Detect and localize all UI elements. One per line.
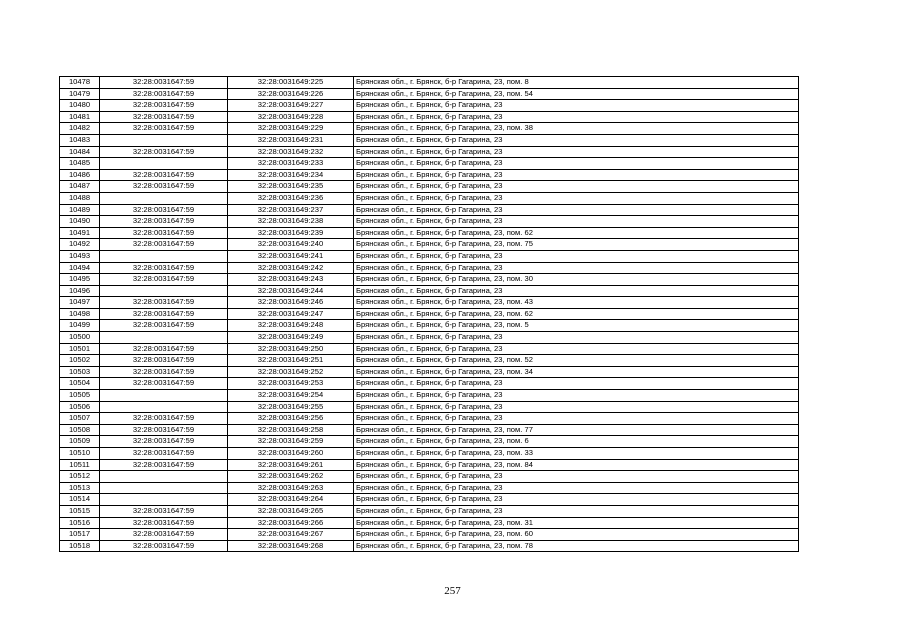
parcel-cadastral-number-cell: 32:28:0031647:59 bbox=[100, 100, 228, 112]
table-row bbox=[60, 436, 799, 448]
parcel-cadastral-number-cell: 32:28:0031647:59 bbox=[100, 378, 228, 390]
premises-cadastral-number-cell: 32:28:0031649:247 bbox=[228, 308, 354, 320]
parcel-cadastral-number-cell: 32:28:0031647:59 bbox=[100, 366, 228, 378]
table-row bbox=[60, 134, 799, 146]
premises-cadastral-number-cell: 32:28:0031649:256 bbox=[228, 413, 354, 425]
premises-cadastral-number-cell: 32:28:0031649:261 bbox=[228, 459, 354, 471]
parcel-cadastral-number-cell: 32:28:0031647:59 bbox=[100, 413, 228, 425]
row-number-cell: 10506 bbox=[60, 401, 100, 413]
parcel-cadastral-number-cell: 32:28:0031647:59 bbox=[100, 308, 228, 320]
parcel-cadastral-number-cell: 32:28:0031647:59 bbox=[100, 424, 228, 436]
premises-cadastral-number-cell: 32:28:0031649:253 bbox=[228, 378, 354, 390]
address-cell: Брянская обл., г. Брянск, б-р Гагарина, 23 bbox=[354, 111, 799, 123]
premises-cadastral-number-cell: 32:28:0031649:254 bbox=[228, 390, 354, 402]
parcel-cadastral-number-cell: 32:28:0031647:59 bbox=[100, 204, 228, 216]
premises-cadastral-number-cell: 32:28:0031649:238 bbox=[228, 216, 354, 228]
address-cell: Брянская обл., г. Брянск, б-р Гагарина, 23, пом. 34 bbox=[354, 366, 799, 378]
premises-cadastral-number-cell: 32:28:0031649:236 bbox=[228, 192, 354, 204]
premises-cadastral-number-cell: 32:28:0031649:266 bbox=[228, 517, 354, 529]
row-number-cell: 10494 bbox=[60, 262, 100, 274]
premises-cadastral-number-cell: 32:28:0031649:234 bbox=[228, 169, 354, 181]
parcel-cadastral-number-cell: 32:28:0031647:59 bbox=[100, 355, 228, 367]
table-row bbox=[60, 297, 799, 309]
row-number-cell: 10501 bbox=[60, 343, 100, 355]
parcel-cadastral-number-cell bbox=[100, 390, 228, 402]
parcel-cadastral-number-cell bbox=[100, 192, 228, 204]
premises-cadastral-number-cell: 32:28:0031649:268 bbox=[228, 540, 354, 552]
table-row bbox=[60, 88, 799, 100]
address-cell: Брянская обл., г. Брянск, б-р Гагарина, 23 bbox=[354, 216, 799, 228]
parcel-cadastral-number-cell: 32:28:0031647:59 bbox=[100, 448, 228, 460]
address-cell: Брянская обл., г. Брянск, б-р Гагарина, 23 bbox=[354, 482, 799, 494]
parcel-cadastral-number-cell: 32:28:0031647:59 bbox=[100, 227, 228, 239]
premises-cadastral-number-cell: 32:28:0031649:263 bbox=[228, 482, 354, 494]
table-row bbox=[60, 366, 799, 378]
table-row bbox=[60, 448, 799, 460]
row-number-cell: 10517 bbox=[60, 529, 100, 541]
premises-cadastral-number-cell: 32:28:0031649:228 bbox=[228, 111, 354, 123]
row-number-cell: 10497 bbox=[60, 297, 100, 309]
address-cell: Брянская обл., г. Брянск, б-р Гагарина, 23, пом. 8 bbox=[354, 77, 799, 89]
parcel-cadastral-number-cell: 32:28:0031647:59 bbox=[100, 459, 228, 471]
parcel-cadastral-number-cell bbox=[100, 471, 228, 483]
premises-cadastral-number-cell: 32:28:0031649:225 bbox=[228, 77, 354, 89]
address-cell: Брянская обл., г. Брянск, б-р Гагарина, 23 bbox=[354, 378, 799, 390]
row-number-cell: 10504 bbox=[60, 378, 100, 390]
table-row bbox=[60, 216, 799, 228]
address-cell: Брянская обл., г. Брянск, б-р Гагарина, 23 bbox=[354, 100, 799, 112]
address-cell: Брянская обл., г. Брянск, б-р Гагарина, 23, пом. 54 bbox=[354, 88, 799, 100]
row-number-cell: 10518 bbox=[60, 540, 100, 552]
row-number-cell: 10490 bbox=[60, 216, 100, 228]
premises-cadastral-number-cell: 32:28:0031649:252 bbox=[228, 366, 354, 378]
row-number-cell: 10479 bbox=[60, 88, 100, 100]
premises-cadastral-number-cell: 32:28:0031649:231 bbox=[228, 134, 354, 146]
address-cell: Брянская обл., г. Брянск, б-р Гагарина, 23 bbox=[354, 250, 799, 262]
parcel-cadastral-number-cell: 32:28:0031647:59 bbox=[100, 111, 228, 123]
table-row bbox=[60, 413, 799, 425]
address-cell: Брянская обл., г. Брянск, б-р Гагарина, 23 bbox=[354, 158, 799, 170]
table-row bbox=[60, 111, 799, 123]
parcel-cadastral-number-cell bbox=[100, 401, 228, 413]
parcel-cadastral-number-cell: 32:28:0031647:59 bbox=[100, 297, 228, 309]
table-row bbox=[60, 505, 799, 517]
row-number-cell: 10516 bbox=[60, 517, 100, 529]
parcel-cadastral-number-cell bbox=[100, 158, 228, 170]
address-cell: Брянская обл., г. Брянск, б-р Гагарина, 23 bbox=[354, 332, 799, 344]
address-cell: Брянская обл., г. Брянск, б-р Гагарина, 23, пом. 62 bbox=[354, 308, 799, 320]
address-cell: Брянская обл., г. Брянск, б-р Гагарина, 23, пом. 52 bbox=[354, 355, 799, 367]
premises-cadastral-number-cell: 32:28:0031649:267 bbox=[228, 529, 354, 541]
table-row bbox=[60, 181, 799, 193]
address-cell: Брянская обл., г. Брянск, б-р Гагарина, 23 bbox=[354, 169, 799, 181]
row-number-cell: 10498 bbox=[60, 308, 100, 320]
parcel-cadastral-number-cell: 32:28:0031647:59 bbox=[100, 181, 228, 193]
row-number-cell: 10500 bbox=[60, 332, 100, 344]
parcel-cadastral-number-cell: 32:28:0031647:59 bbox=[100, 320, 228, 332]
premises-cadastral-number-cell: 32:28:0031649:242 bbox=[228, 262, 354, 274]
table-row bbox=[60, 332, 799, 344]
row-number-cell: 10495 bbox=[60, 274, 100, 286]
address-cell: Брянская обл., г. Брянск, б-р Гагарина, 23, пом. 5 bbox=[354, 320, 799, 332]
table-row bbox=[60, 459, 799, 471]
table-row bbox=[60, 308, 799, 320]
premises-cadastral-number-cell: 32:28:0031649:241 bbox=[228, 250, 354, 262]
address-cell: Брянская обл., г. Брянск, б-р Гагарина, 23 bbox=[354, 134, 799, 146]
parcel-cadastral-number-cell: 32:28:0031647:59 bbox=[100, 343, 228, 355]
parcel-cadastral-number-cell: 32:28:0031647:59 bbox=[100, 88, 228, 100]
parcel-cadastral-number-cell bbox=[100, 134, 228, 146]
parcel-cadastral-number-cell: 32:28:0031647:59 bbox=[100, 529, 228, 541]
table-row bbox=[60, 77, 799, 89]
premises-cadastral-number-cell: 32:28:0031649:246 bbox=[228, 297, 354, 309]
row-number-cell: 10485 bbox=[60, 158, 100, 170]
address-cell: Брянская обл., г. Брянск, б-р Гагарина, 23 bbox=[354, 413, 799, 425]
row-number-cell: 10481 bbox=[60, 111, 100, 123]
premises-cadastral-number-cell: 32:28:0031649:259 bbox=[228, 436, 354, 448]
row-number-cell: 10486 bbox=[60, 169, 100, 181]
row-number-cell: 10489 bbox=[60, 204, 100, 216]
premises-cadastral-number-cell: 32:28:0031649:243 bbox=[228, 274, 354, 286]
parcel-cadastral-number-cell: 32:28:0031647:59 bbox=[100, 262, 228, 274]
premises-cadastral-number-cell: 32:28:0031649:233 bbox=[228, 158, 354, 170]
row-number-cell: 10484 bbox=[60, 146, 100, 158]
row-number-cell: 10491 bbox=[60, 227, 100, 239]
address-cell: Брянская обл., г. Брянск, б-р Гагарина, 23, пом. 77 bbox=[354, 424, 799, 436]
premises-cadastral-number-cell: 32:28:0031649:249 bbox=[228, 332, 354, 344]
premises-cadastral-number-cell: 32:28:0031649:239 bbox=[228, 227, 354, 239]
premises-cadastral-number-cell: 32:28:0031649:262 bbox=[228, 471, 354, 483]
parcel-cadastral-number-cell: 32:28:0031647:59 bbox=[100, 169, 228, 181]
page-number: 257 bbox=[444, 585, 461, 597]
row-number-cell: 10514 bbox=[60, 494, 100, 506]
parcel-cadastral-number-cell: 32:28:0031647:59 bbox=[100, 540, 228, 552]
row-number-cell: 10493 bbox=[60, 250, 100, 262]
address-cell: Брянская обл., г. Брянск, б-р Гагарина, 23, пом. 30 bbox=[354, 274, 799, 286]
premises-cadastral-number-cell: 32:28:0031649:237 bbox=[228, 204, 354, 216]
table-row bbox=[60, 204, 799, 216]
table-row bbox=[60, 239, 799, 251]
row-number-cell: 10502 bbox=[60, 355, 100, 367]
premises-cadastral-number-cell: 32:28:0031649:260 bbox=[228, 448, 354, 460]
parcel-cadastral-number-cell bbox=[100, 285, 228, 297]
parcel-cadastral-number-cell: 32:28:0031647:59 bbox=[100, 146, 228, 158]
address-cell: Брянская обл., г. Брянск, б-р Гагарина, 23, пом. 31 bbox=[354, 517, 799, 529]
row-number-cell: 10496 bbox=[60, 285, 100, 297]
address-cell: Брянская обл., г. Брянск, б-р Гагарина, 23 bbox=[354, 471, 799, 483]
table-row bbox=[60, 494, 799, 506]
registry-table-body bbox=[60, 77, 799, 552]
row-number-cell: 10510 bbox=[60, 448, 100, 460]
address-cell: Брянская обл., г. Брянск, б-р Гагарина, 23 bbox=[354, 505, 799, 517]
table-row bbox=[60, 146, 799, 158]
row-number-cell: 10512 bbox=[60, 471, 100, 483]
premises-cadastral-number-cell: 32:28:0031649:229 bbox=[228, 123, 354, 135]
table-row bbox=[60, 540, 799, 552]
premises-cadastral-number-cell: 32:28:0031649:227 bbox=[228, 100, 354, 112]
address-cell: Брянская обл., г. Брянск, б-р Гагарина, 23, пом. 38 bbox=[354, 123, 799, 135]
row-number-cell: 10499 bbox=[60, 320, 100, 332]
row-number-cell: 10483 bbox=[60, 134, 100, 146]
table-row bbox=[60, 192, 799, 204]
table-row bbox=[60, 100, 799, 112]
parcel-cadastral-number-cell: 32:28:0031647:59 bbox=[100, 77, 228, 89]
address-cell: Брянская обл., г. Брянск, б-р Гагарина, 23 bbox=[354, 204, 799, 216]
address-cell: Брянская обл., г. Брянск, б-р Гагарина, 23 bbox=[354, 494, 799, 506]
premises-cadastral-number-cell: 32:28:0031649:251 bbox=[228, 355, 354, 367]
parcel-cadastral-number-cell: 32:28:0031647:59 bbox=[100, 239, 228, 251]
address-cell: Брянская обл., г. Брянск, б-р Гагарина, 23 bbox=[354, 343, 799, 355]
table-row bbox=[60, 355, 799, 367]
table-row bbox=[60, 390, 799, 402]
row-number-cell: 10492 bbox=[60, 239, 100, 251]
parcel-cadastral-number-cell: 32:28:0031647:59 bbox=[100, 505, 228, 517]
table-row bbox=[60, 529, 799, 541]
table-row bbox=[60, 123, 799, 135]
premises-cadastral-number-cell: 32:28:0031649:244 bbox=[228, 285, 354, 297]
table-row bbox=[60, 169, 799, 181]
parcel-cadastral-number-cell: 32:28:0031647:59 bbox=[100, 274, 228, 286]
premises-cadastral-number-cell: 32:28:0031649:232 bbox=[228, 146, 354, 158]
row-number-cell: 10503 bbox=[60, 366, 100, 378]
premises-cadastral-number-cell: 32:28:0031649:265 bbox=[228, 505, 354, 517]
table-row bbox=[60, 343, 799, 355]
table-row bbox=[60, 262, 799, 274]
table-row bbox=[60, 285, 799, 297]
parcel-cadastral-number-cell: 32:28:0031647:59 bbox=[100, 123, 228, 135]
row-number-cell: 10480 bbox=[60, 100, 100, 112]
premises-cadastral-number-cell: 32:28:0031649:250 bbox=[228, 343, 354, 355]
address-cell: Брянская обл., г. Брянск, б-р Гагарина, 23 bbox=[354, 390, 799, 402]
address-cell: Брянская обл., г. Брянск, б-р Гагарина, 23 bbox=[354, 285, 799, 297]
row-number-cell: 10487 bbox=[60, 181, 100, 193]
parcel-cadastral-number-cell bbox=[100, 332, 228, 344]
table-row bbox=[60, 274, 799, 286]
address-cell: Брянская обл., г. Брянск, б-р Гагарина, 23, пом. 6 bbox=[354, 436, 799, 448]
table-row bbox=[60, 517, 799, 529]
address-cell: Брянская обл., г. Брянск, б-р Гагарина, 23, пом. 75 bbox=[354, 239, 799, 251]
table-row bbox=[60, 424, 799, 436]
row-number-cell: 10507 bbox=[60, 413, 100, 425]
address-cell: Брянская обл., г. Брянск, б-р Гагарина, 23, пом. 43 bbox=[354, 297, 799, 309]
table-row bbox=[60, 471, 799, 483]
row-number-cell: 10478 bbox=[60, 77, 100, 89]
table-row bbox=[60, 378, 799, 390]
row-number-cell: 10508 bbox=[60, 424, 100, 436]
table-row bbox=[60, 158, 799, 170]
table-row bbox=[60, 250, 799, 262]
registry-table bbox=[59, 76, 799, 552]
table-row bbox=[60, 482, 799, 494]
address-cell: Брянская обл., г. Брянск, б-р Гагарина, 23 bbox=[354, 262, 799, 274]
address-cell: Брянская обл., г. Брянск, б-р Гагарина, 23, пом. 60 bbox=[354, 529, 799, 541]
row-number-cell: 10509 bbox=[60, 436, 100, 448]
premises-cadastral-number-cell: 32:28:0031649:255 bbox=[228, 401, 354, 413]
parcel-cadastral-number-cell bbox=[100, 250, 228, 262]
premises-cadastral-number-cell: 32:28:0031649:258 bbox=[228, 424, 354, 436]
row-number-cell: 10511 bbox=[60, 459, 100, 471]
address-cell: Брянская обл., г. Брянск, б-р Гагарина, 23, пом. 78 bbox=[354, 540, 799, 552]
premises-cadastral-number-cell: 32:28:0031649:264 bbox=[228, 494, 354, 506]
premises-cadastral-number-cell: 32:28:0031649:235 bbox=[228, 181, 354, 193]
premises-cadastral-number-cell: 32:28:0031649:226 bbox=[228, 88, 354, 100]
premises-cadastral-number-cell: 32:28:0031649:240 bbox=[228, 239, 354, 251]
parcel-cadastral-number-cell: 32:28:0031647:59 bbox=[100, 517, 228, 529]
address-cell: Брянская обл., г. Брянск, б-р Гагарина, 23 bbox=[354, 192, 799, 204]
parcel-cadastral-number-cell: 32:28:0031647:59 bbox=[100, 216, 228, 228]
row-number-cell: 10513 bbox=[60, 482, 100, 494]
table-row bbox=[60, 320, 799, 332]
parcel-cadastral-number-cell bbox=[100, 482, 228, 494]
address-cell: Брянская обл., г. Брянск, б-р Гагарина, 23, пом. 33 bbox=[354, 448, 799, 460]
address-cell: Брянская обл., г. Брянск, б-р Гагарина, 23 bbox=[354, 146, 799, 158]
address-cell: Брянская обл., г. Брянск, б-р Гагарина, 23 bbox=[354, 401, 799, 413]
parcel-cadastral-number-cell bbox=[100, 494, 228, 506]
row-number-cell: 10515 bbox=[60, 505, 100, 517]
address-cell: Брянская обл., г. Брянск, б-р Гагарина, 23, пом. 84 bbox=[354, 459, 799, 471]
premises-cadastral-number-cell: 32:28:0031649:248 bbox=[228, 320, 354, 332]
address-cell: Брянская обл., г. Брянск, б-р Гагарина, 23 bbox=[354, 181, 799, 193]
table-row bbox=[60, 401, 799, 413]
parcel-cadastral-number-cell: 32:28:0031647:59 bbox=[100, 436, 228, 448]
row-number-cell: 10505 bbox=[60, 390, 100, 402]
row-number-cell: 10488 bbox=[60, 192, 100, 204]
address-cell: Брянская обл., г. Брянск, б-р Гагарина, 23, пом. 62 bbox=[354, 227, 799, 239]
row-number-cell: 10482 bbox=[60, 123, 100, 135]
table-row bbox=[60, 227, 799, 239]
